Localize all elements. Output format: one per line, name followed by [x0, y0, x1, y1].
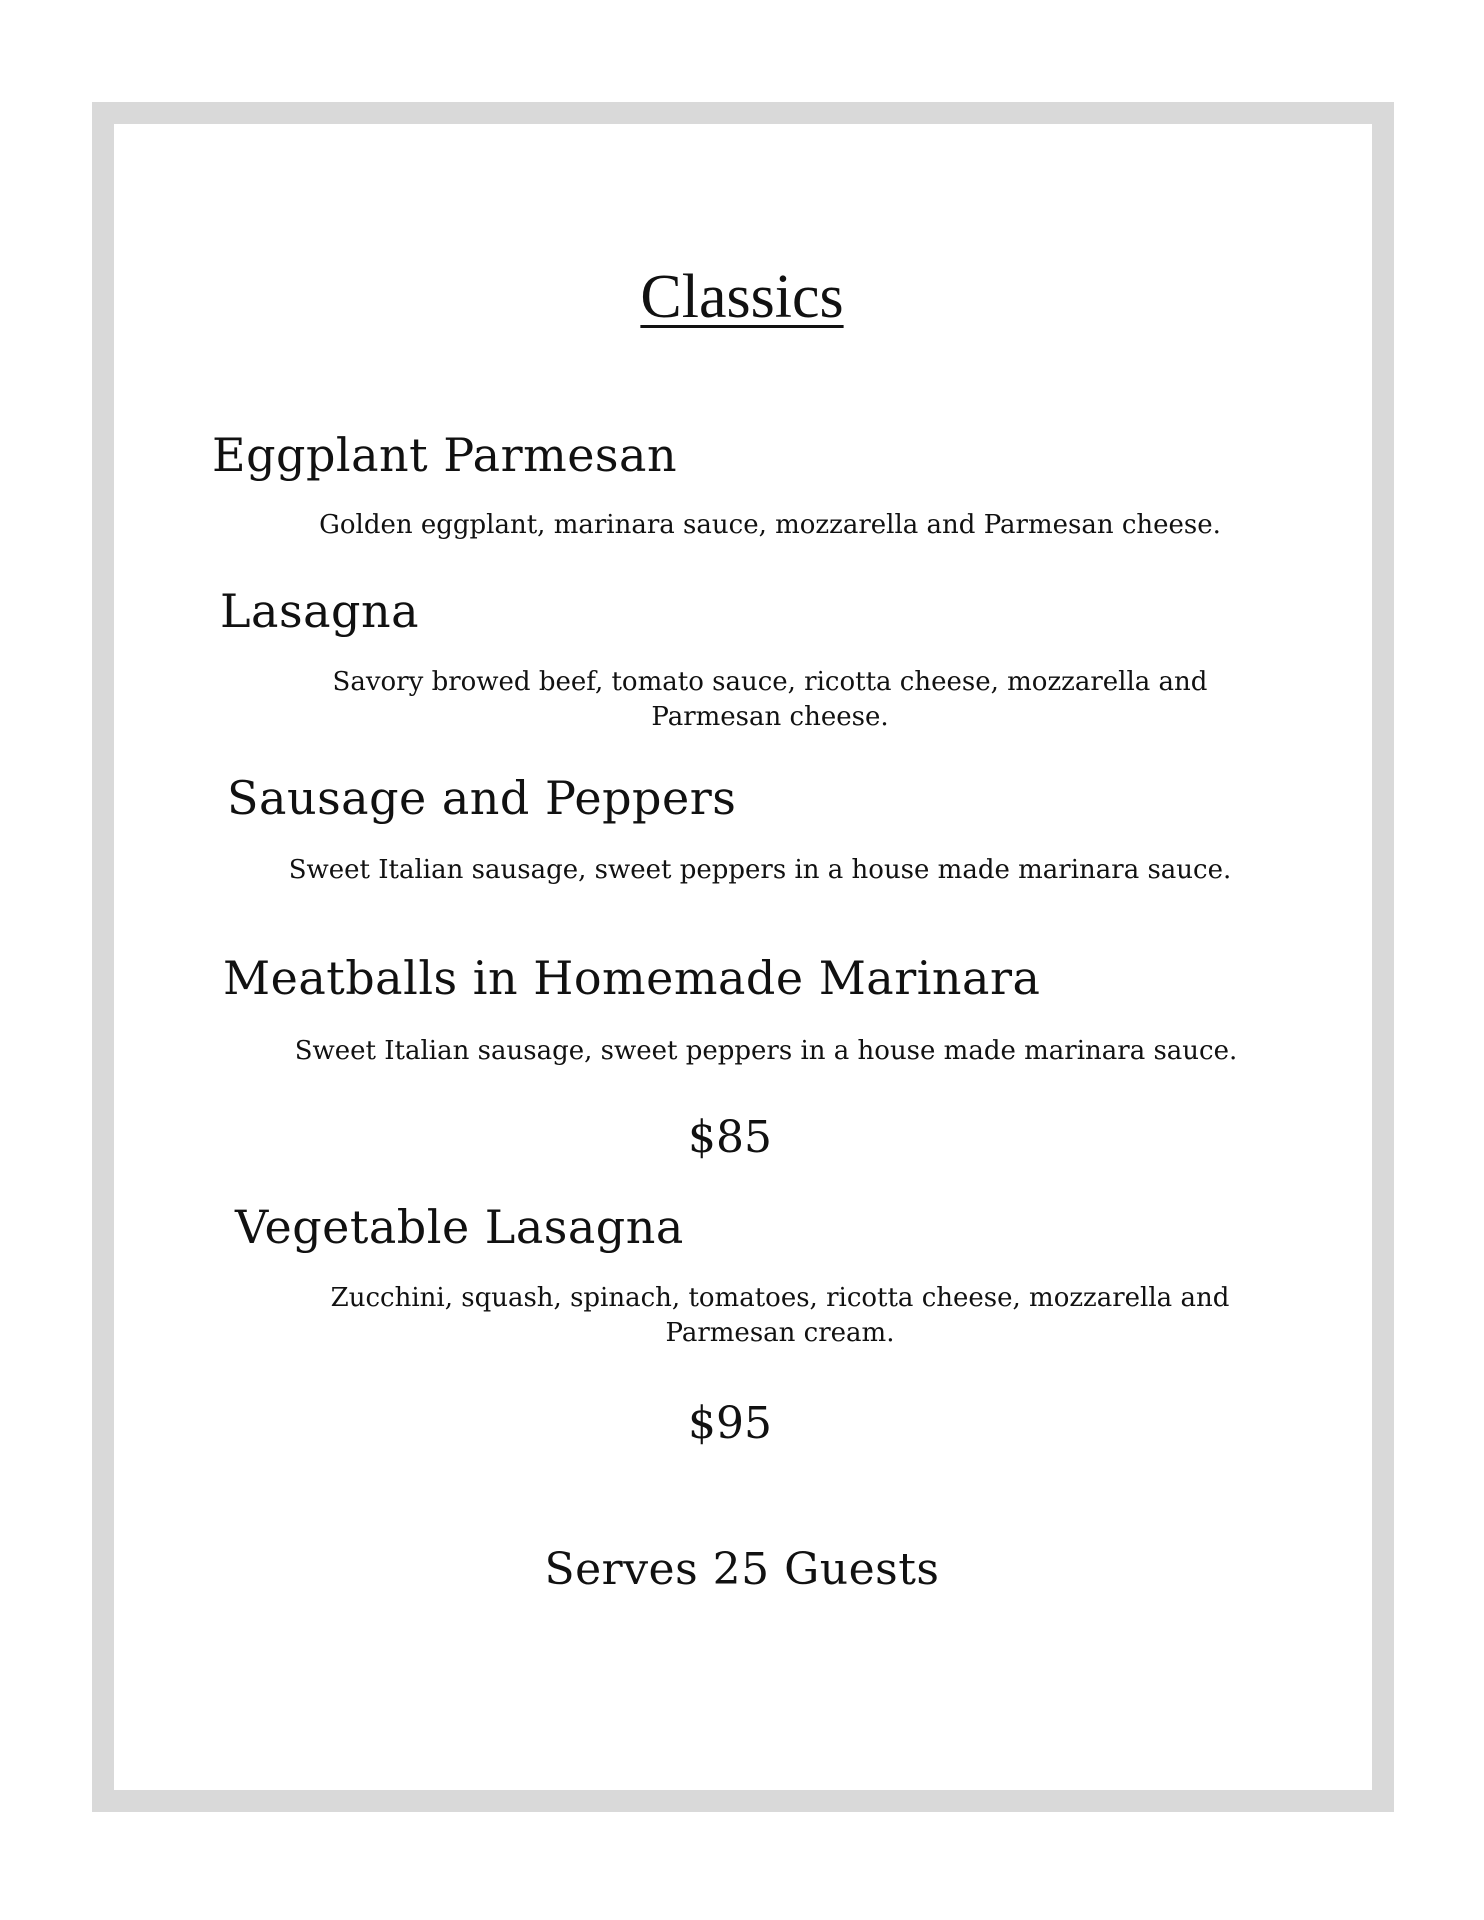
item-description-vegetable-lasagna-line-2: Parmesan cream. [665, 1318, 895, 1348]
item-description-lasagna-line-2: Parmesan cheese. [651, 702, 889, 732]
item-name-vegetable-lasagna: Vegetable Lasagna [235, 1200, 684, 1254]
item-name-eggplant-parmesan: Eggplant Parmesan [212, 428, 678, 482]
serves-guests-note: Serves 25 Guests [544, 1544, 940, 1595]
item-description-sausage-and-peppers: Sweet Italian sausage, sweet peppers in a house made marinara sauce. [288, 855, 1232, 885]
item-name-meatballs: Meatballs in Homemade Marinara [223, 951, 1041, 1005]
item-name-lasagna: Lasagna [220, 584, 419, 638]
item-description-vegetable-lasagna [250, 1281, 1310, 1351]
item-description-lasagna [240, 665, 1300, 735]
item-description-meatballs: Sweet Italian sausage, sweet peppers in a house made marinara sauce. [294, 1036, 1238, 1066]
item-description-vegetable-lasagna-line-1: Zucchini, squash, spinach, tomatoes, ricotta cheese, mozzarella and [330, 1283, 1230, 1313]
item-name-sausage-and-peppers: Sausage and Peppers [227, 771, 737, 825]
price-classics: $85 [688, 1112, 772, 1163]
menu-title: Classics [640, 263, 844, 331]
item-description-eggplant-parmesan: Golden eggplant, marinara sauce, mozzarella and Parmesan cheese. [319, 510, 1221, 540]
price-vegetable-lasagna: $95 [688, 1398, 772, 1449]
item-description-lasagna-line-1: Savory browed beef, tomato sauce, ricotta cheese, mozzarella and [332, 667, 1208, 697]
